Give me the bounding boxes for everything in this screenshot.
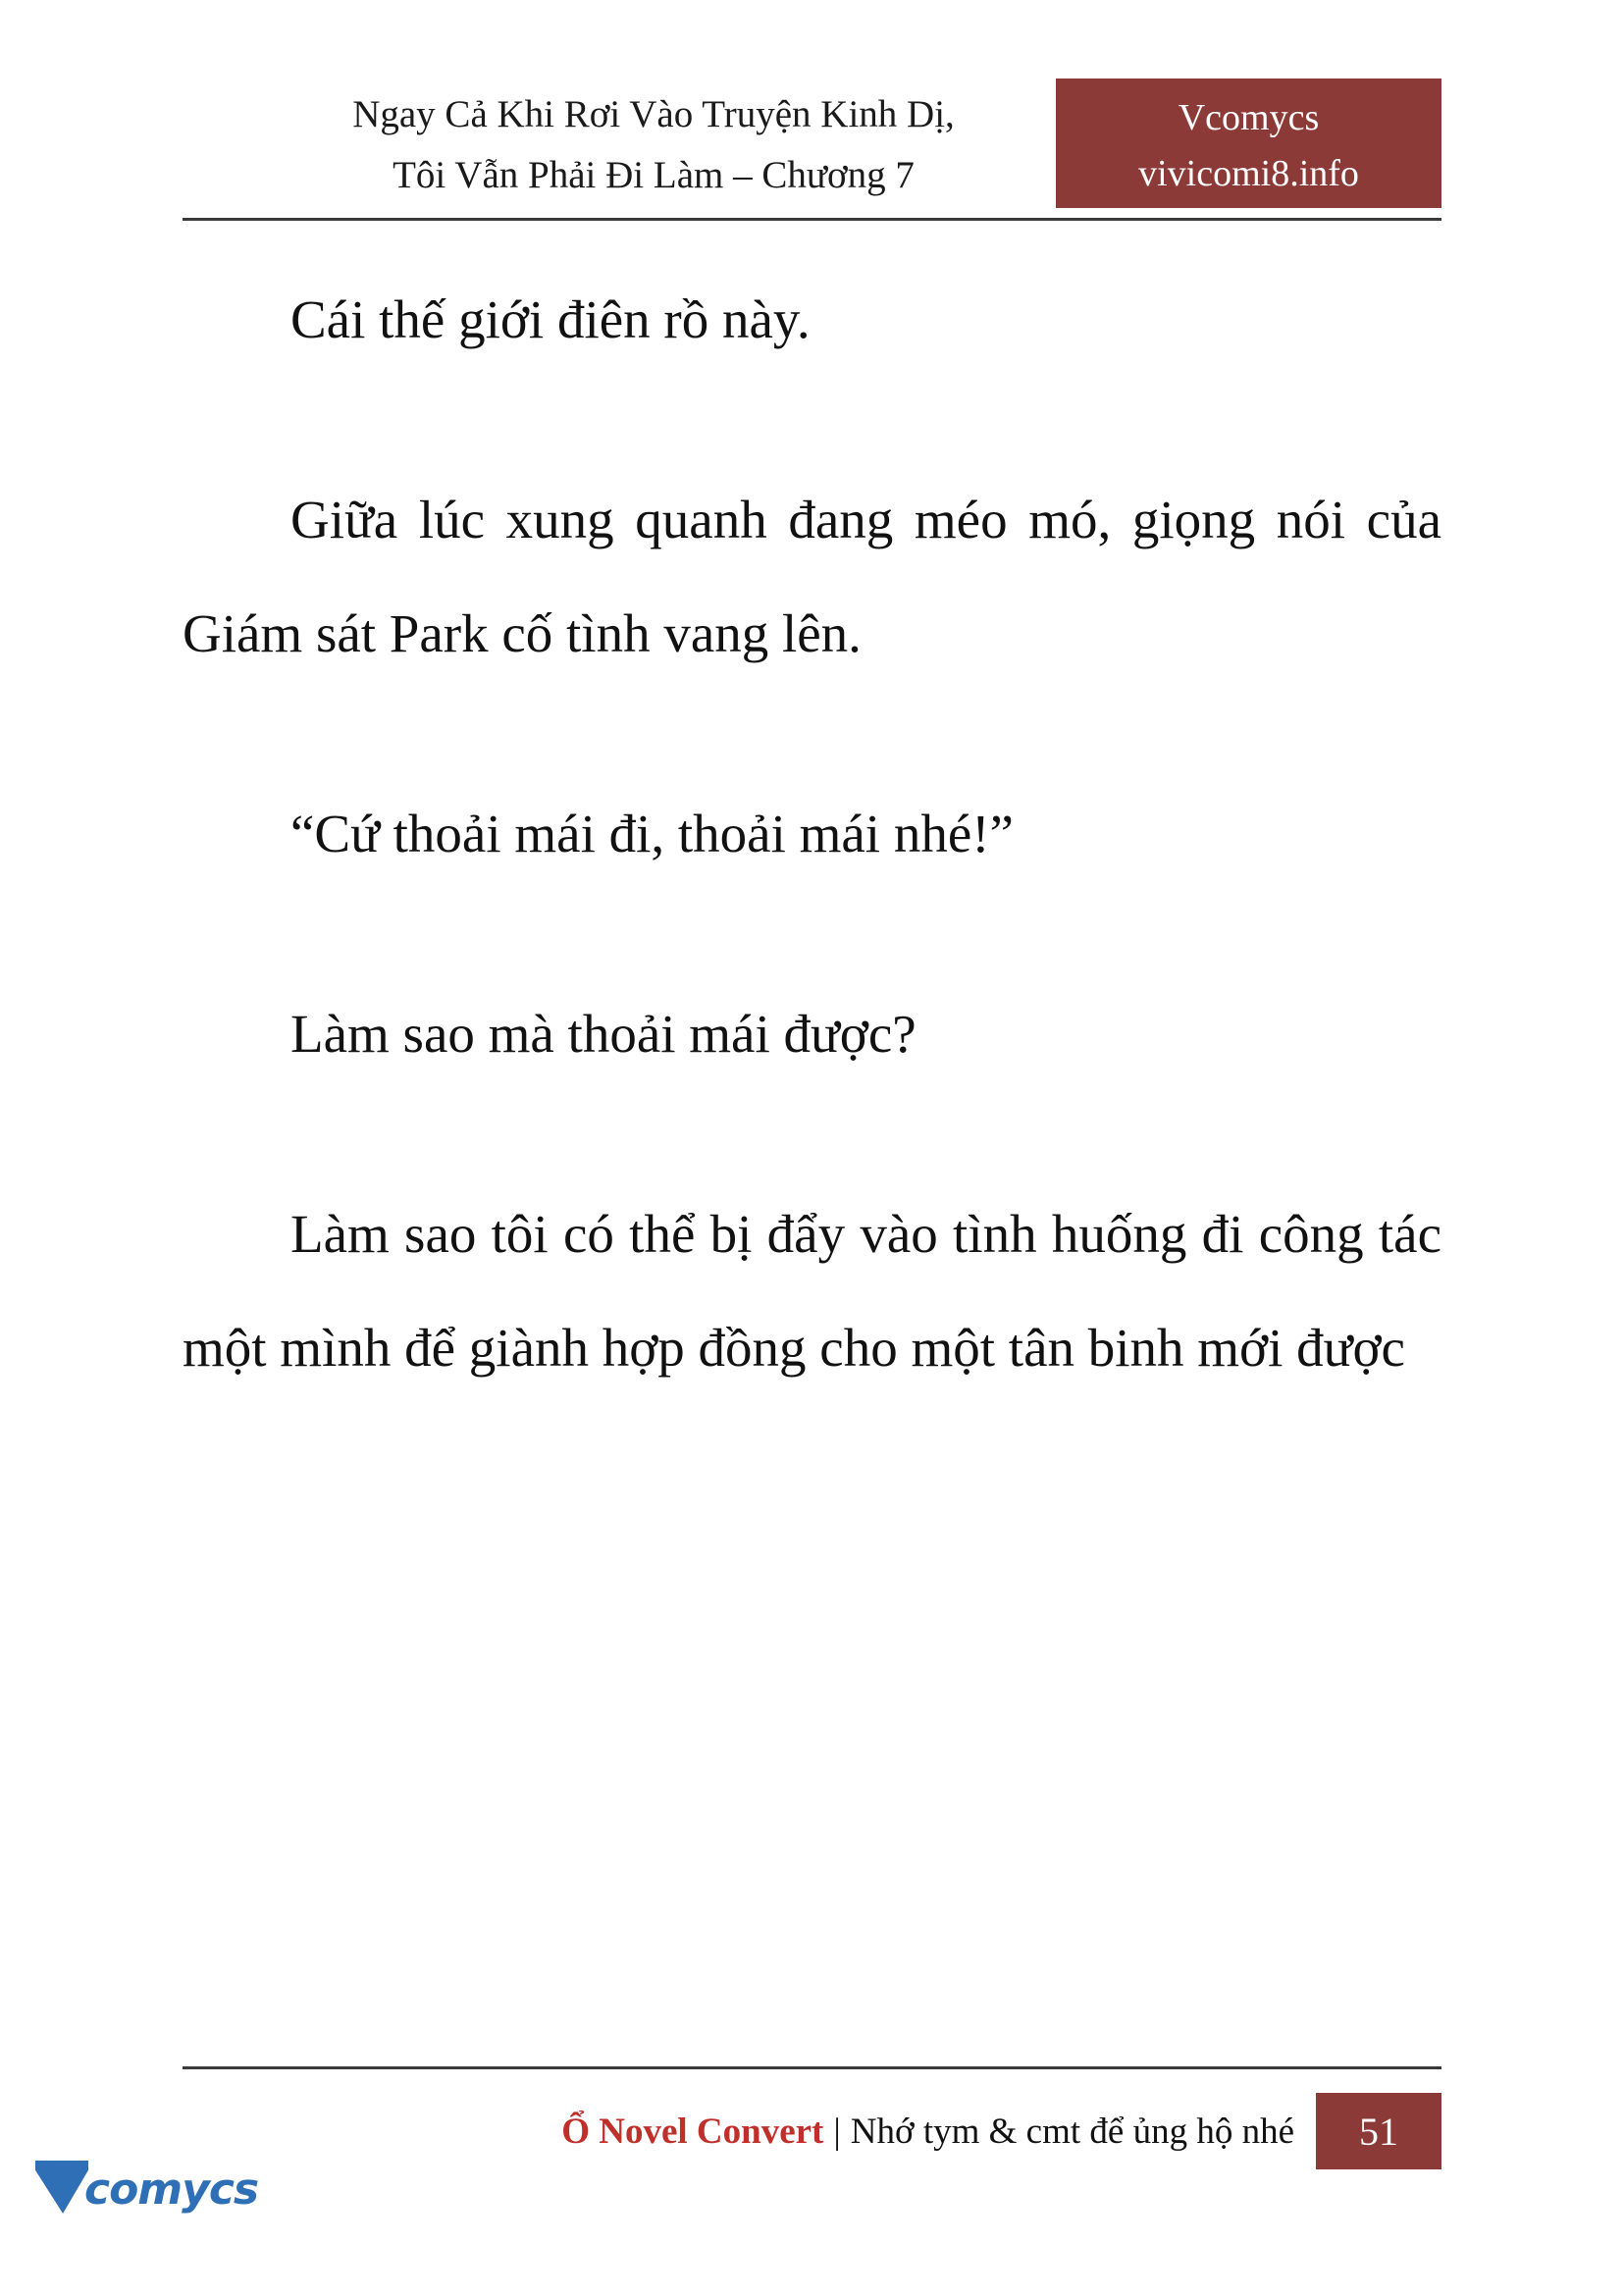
header-divider bbox=[183, 218, 1441, 221]
page-footer bbox=[183, 2066, 1441, 2174]
page-content bbox=[183, 263, 1441, 1405]
book-title-line-1: Ngay Cả Khi Rơi Vào Truyện Kinh Dị, bbox=[352, 93, 955, 135]
footer-content bbox=[183, 2092, 1441, 2170]
paragraph: Cái thế giới điên rồ này. bbox=[290, 289, 811, 349]
paragraph: Làm sao mà thoải mái được? bbox=[290, 1004, 917, 1064]
paragraph: Giữa lúc xung quanh đang méo mó, giọng nói của Giám sát Park cố tình vang lên. bbox=[183, 490, 1441, 663]
book-title bbox=[251, 84, 1056, 206]
footer-divider bbox=[183, 2066, 1441, 2069]
page-header bbox=[183, 84, 1441, 222]
footer-separator: | bbox=[833, 2111, 841, 2152]
site-badge bbox=[1056, 78, 1441, 208]
vcomycs-watermark-logo bbox=[33, 2159, 259, 2247]
paragraph: Làm sao tôi có thể bị đẩy vào tình huống đi công tác một mình để giành hợp đồng cho một tân binh mới được bbox=[183, 1204, 1441, 1378]
footer-brand: Ổ Novel Convert bbox=[561, 2111, 824, 2152]
footer-credit bbox=[561, 2111, 1294, 2153]
paragraph: “Cứ thoải mái đi, thoải mái nhé!” bbox=[290, 804, 1014, 863]
site-badge-name: Vcomycs bbox=[1178, 97, 1320, 138]
site-badge-url: vivicomi8.info bbox=[1138, 153, 1359, 194]
book-title-line-2: Tôi Vẫn Phải Đi Làm – Chương 7 bbox=[393, 154, 915, 196]
watermark-text: comycs bbox=[84, 2165, 259, 2215]
page-number: 51 bbox=[1316, 2093, 1441, 2169]
v-shield-icon bbox=[35, 2161, 88, 2214]
footer-note: Nhớ tym & cmt để ủng hộ nhé bbox=[850, 2111, 1294, 2152]
